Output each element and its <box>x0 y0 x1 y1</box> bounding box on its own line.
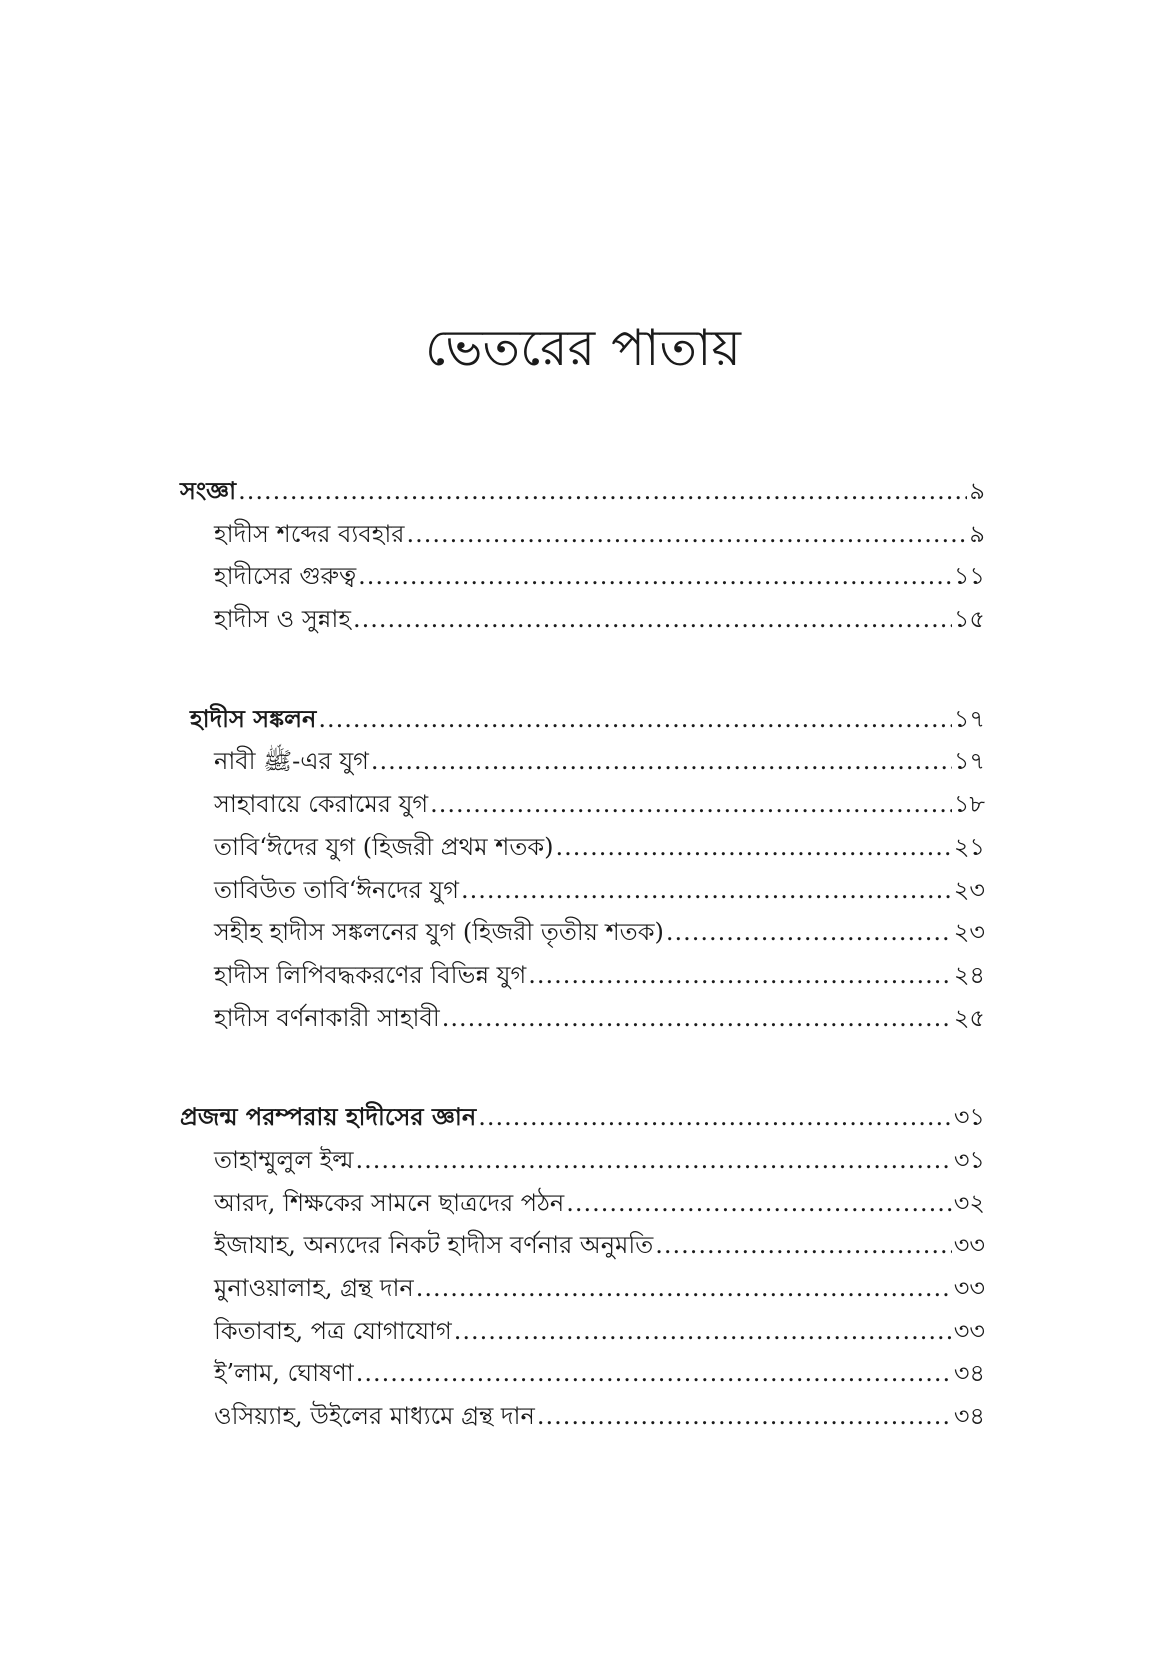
toc-page-number: ১৮ <box>953 790 985 819</box>
dot-leader <box>478 1096 952 1139</box>
toc-entry[interactable] <box>180 1310 985 1353</box>
table-of-contents <box>180 470 985 1495</box>
toc-entry-label: আরদ, শিক্ষকের সামনে ছাত্রদের পঠন <box>214 1188 565 1217</box>
dot-leader <box>528 954 952 997</box>
toc-page-number: ১৭ <box>953 704 985 733</box>
toc-entry[interactable] <box>180 740 985 783</box>
toc-entry-label: তাবি‘ঈদের যুগ (হিজরী প্রথম শতক) <box>214 832 554 861</box>
toc-entry-label: কিতাবাহ, পত্র যোগাযোগ <box>214 1316 452 1345</box>
dot-leader <box>537 1395 952 1438</box>
toc-page-number: ৯ <box>969 519 985 548</box>
toc-entry-label: হাদীস বর্ণনাকারী সাহাবী <box>214 1003 440 1032</box>
toc-page-number: ৩৩ <box>953 1316 985 1345</box>
toc-entry-label: ওসিয়্যাহ, উইলের মাধ্যমে গ্রন্থ দান <box>214 1402 535 1431</box>
dot-leader <box>566 1182 952 1225</box>
toc-section-generational-knowledge <box>180 1096 985 1438</box>
toc-page-number: ২৩ <box>953 875 985 904</box>
toc-page-number: ৩৩ <box>953 1274 985 1302</box>
toc-entry[interactable] <box>180 1267 985 1310</box>
toc-page-number: ২৫ <box>953 1003 985 1032</box>
page-title: ভেতরের পাতায় <box>425 319 741 377</box>
dot-leader <box>353 598 952 641</box>
toc-entry[interactable] <box>180 1352 985 1395</box>
dot-leader <box>407 513 968 556</box>
toc-entry-label: মুনাওয়ালাহ, গ্রন্থ দান <box>214 1274 414 1302</box>
dot-leader <box>442 997 952 1040</box>
toc-page-number: ২৩ <box>953 918 985 947</box>
toc-page-number: ৩৩ <box>953 1231 985 1260</box>
toc-entry-label: তাবিউত তাবি‘ঈনদের যুগ <box>214 875 459 904</box>
dot-leader <box>356 1139 952 1182</box>
toc-heading[interactable] <box>180 698 985 741</box>
toc-entry[interactable] <box>180 1224 985 1267</box>
toc-entry[interactable] <box>180 1182 985 1225</box>
dot-leader <box>238 470 967 513</box>
toc-page-number: ২১ <box>953 832 985 861</box>
toc-entry[interactable] <box>180 826 985 869</box>
dot-leader <box>454 1310 952 1353</box>
toc-entry[interactable] <box>180 1139 985 1182</box>
toc-section-hadith-compilation <box>180 698 985 1040</box>
toc-entry-label: হাদীসের গুরুত্ব <box>214 562 357 591</box>
dot-leader <box>461 869 952 912</box>
toc-page-number: ৩১ <box>953 1145 985 1174</box>
toc-entry-label: হাদীস শব্দের ব্যবহার <box>214 519 405 548</box>
toc-entry-label: নাবী ﷺ-এর যুগ <box>214 747 369 776</box>
dot-leader <box>666 911 952 954</box>
toc-entry-label: ইজাযাহ, অন্যদের নিকট হাদীস বর্ণনার অনুমতি <box>214 1231 654 1260</box>
toc-entry-label: হাদীস ও সুন্নাহ <box>214 605 351 634</box>
dot-leader <box>430 783 952 826</box>
toc-page-number: ১৫ <box>953 605 985 634</box>
dot-leader <box>655 1224 952 1267</box>
toc-page-number: ২৪ <box>953 960 985 989</box>
toc-entry-label: তাহাম্মুলুল ইল্ম <box>214 1145 354 1174</box>
toc-page-number: ১৭ <box>953 747 985 776</box>
toc-section-definition <box>180 470 985 641</box>
dot-leader <box>356 1352 952 1395</box>
toc-entry-label: হাদীস লিপিবদ্ধকরণের বিভিন্ন যুগ <box>214 960 527 989</box>
toc-heading-label: সংজ্ঞা <box>180 476 237 505</box>
toc-entry[interactable] <box>180 1395 985 1438</box>
toc-page-number: ৩১ <box>953 1103 985 1132</box>
toc-heading-label: হাদীস সঙ্কলন <box>190 703 317 733</box>
toc-entry-label: সহীহ হাদীস সঙ্কলনের যুগ (হিজরী তৃতীয় শতক) <box>214 918 664 947</box>
toc-heading-label: প্রজন্ম পরম্পরায় হাদীসের জ্ঞান <box>180 1102 477 1132</box>
dot-leader <box>318 698 951 741</box>
dot-leader <box>556 826 952 869</box>
toc-entry[interactable] <box>180 513 985 556</box>
dot-leader <box>371 740 952 783</box>
toc-page-number: ৩২ <box>953 1188 985 1217</box>
toc-entry[interactable] <box>180 869 985 912</box>
toc-page-number: ৯ <box>969 477 985 505</box>
toc-entry[interactable] <box>180 555 985 598</box>
toc-heading[interactable] <box>180 470 985 513</box>
toc-page-number: ১১ <box>953 562 985 591</box>
toc-entry[interactable] <box>180 911 985 954</box>
toc-entry[interactable] <box>180 954 985 997</box>
toc-entry[interactable] <box>180 598 985 641</box>
toc-page-number: ৩৪ <box>953 1359 985 1388</box>
dot-leader <box>358 555 952 598</box>
toc-entry-label: ই’লাম, ঘোষণা <box>214 1359 354 1388</box>
toc-heading[interactable] <box>180 1096 985 1139</box>
toc-entry-label: সাহাবায়ে কেরামের যুগ <box>214 790 429 819</box>
toc-entry[interactable] <box>180 783 985 826</box>
toc-page-number: ৩৪ <box>953 1402 985 1431</box>
dot-leader <box>416 1267 952 1310</box>
toc-entry[interactable] <box>180 997 985 1040</box>
